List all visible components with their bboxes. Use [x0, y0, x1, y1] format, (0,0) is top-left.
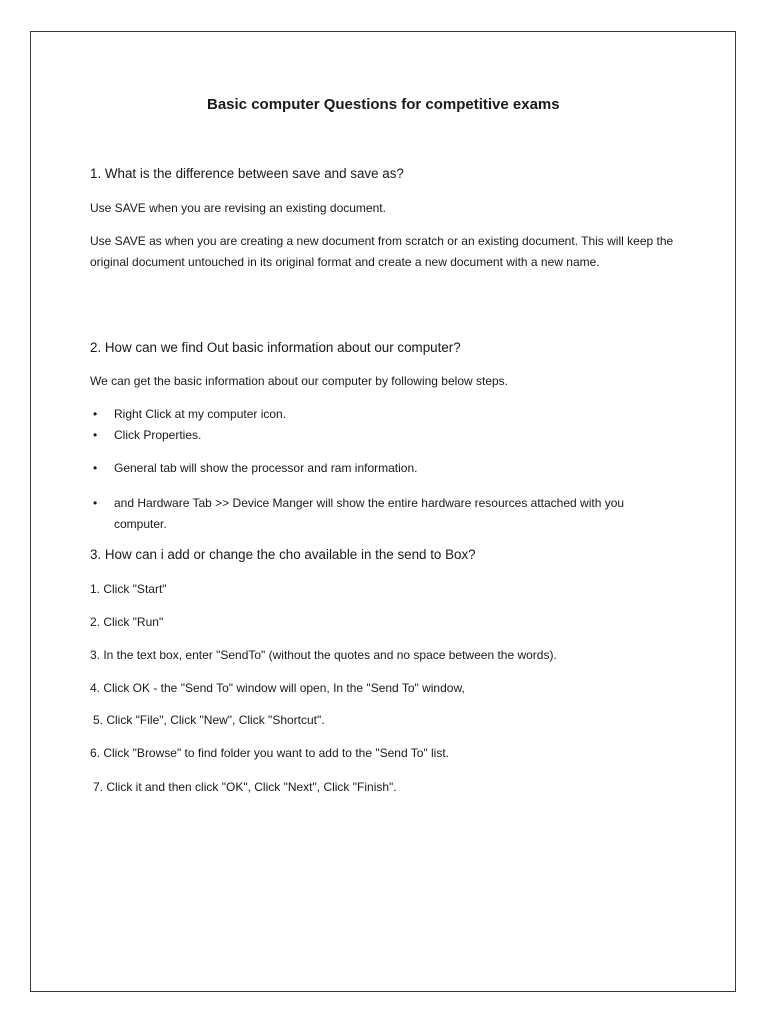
document-title: Basic computer Questions for competitive exams: [207, 96, 560, 113]
answer-1-line-1: Use SAVE when you are revising an existing document.: [90, 201, 386, 215]
bullet-item: • Right Click at my computer icon.: [114, 407, 286, 421]
step-item: 4. Click OK - the "Send To" window will open, In the "Send To" window,: [90, 681, 465, 695]
document-page: [30, 31, 736, 992]
answer-1-paragraph: Use SAVE as when you are creating a new document from scratch or an existing document. This will keep the original document untouched in its original format and create a new document with a new name.: [90, 234, 674, 269]
bullet-item: • Click Properties.: [114, 428, 201, 442]
question-1: 1. What is the difference between save and save as?: [90, 166, 404, 181]
step-item: 2. Click "Run": [90, 615, 164, 629]
step-item: 5. Click "File", Click "New", Click "Shortcut".: [93, 713, 325, 727]
step-item: 3. In the text box, enter "SendTo" (without the quotes and no space between the words).: [90, 648, 557, 662]
step-item: 7. Click it and then click "OK", Click "Next", Click "Finish".: [93, 780, 397, 794]
step-item: 1. Click "Start": [90, 582, 167, 596]
question-2: 2. How can we find Out basic information about our computer?: [90, 340, 461, 355]
step-item: 6. Click "Browse" to find folder you want to add to the "Send To" list.: [90, 746, 450, 760]
question-3: 3. How can i add or change the cho available in the send to Box?: [90, 547, 476, 562]
answer-2-intro: We can get the basic information about our computer by following below steps.: [90, 374, 509, 388]
bullet-item: • and Hardware Tab >> Device Manger will show the entire hardware resources attached with you computer.: [114, 493, 674, 534]
bullet-item: • General tab will show the processor and ram information.: [114, 461, 417, 475]
